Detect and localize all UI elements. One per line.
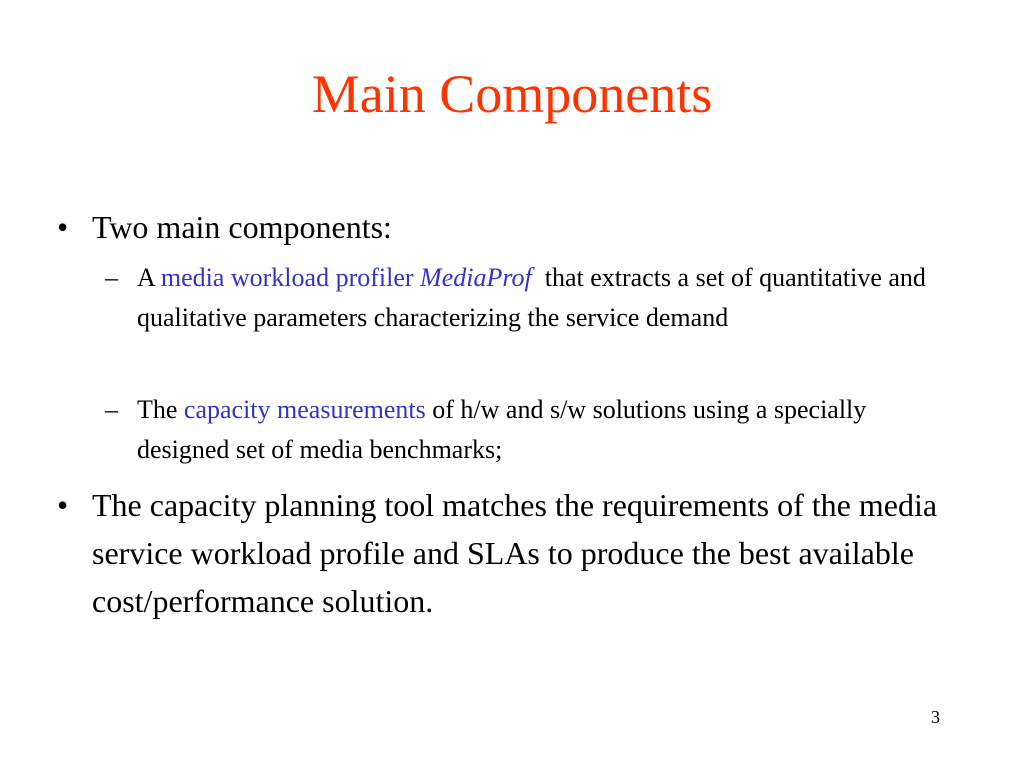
slide-title: Main Components — [311, 64, 713, 124]
bullet-marker: • — [57, 209, 69, 245]
highlight-term: media workload profiler — [160, 263, 421, 292]
sub-bullet-suffix: of h/w and s/w solutions using a specially designed set of media benchmarks; — [137, 395, 867, 464]
sub-bullet-marker: – — [105, 263, 118, 292]
sub-bullet-marker: – — [105, 395, 118, 424]
highlight-term-italic: MediaProf — [420, 263, 532, 292]
bullet-marker: • — [57, 487, 69, 523]
sub-bullet-prefix: A — [137, 263, 161, 292]
sub-bullet-suffix: that extracts a set of quantitative and qualitative parameters characterizing the service demand — [137, 263, 933, 332]
page-number: 3 — [931, 707, 940, 727]
sub-bullet-text — [137, 390, 957, 470]
bullet-text: The capacity planning tool matches the requirements of the media service workload profile and SLAs to produce the best available cost/performance solution. — [92, 487, 938, 619]
bullet-text: Two main components: — [92, 209, 392, 245]
sub-bullet-prefix: The — [137, 395, 184, 424]
sub-bullet-text — [137, 258, 957, 338]
highlight-term: capacity measurements — [183, 395, 426, 424]
